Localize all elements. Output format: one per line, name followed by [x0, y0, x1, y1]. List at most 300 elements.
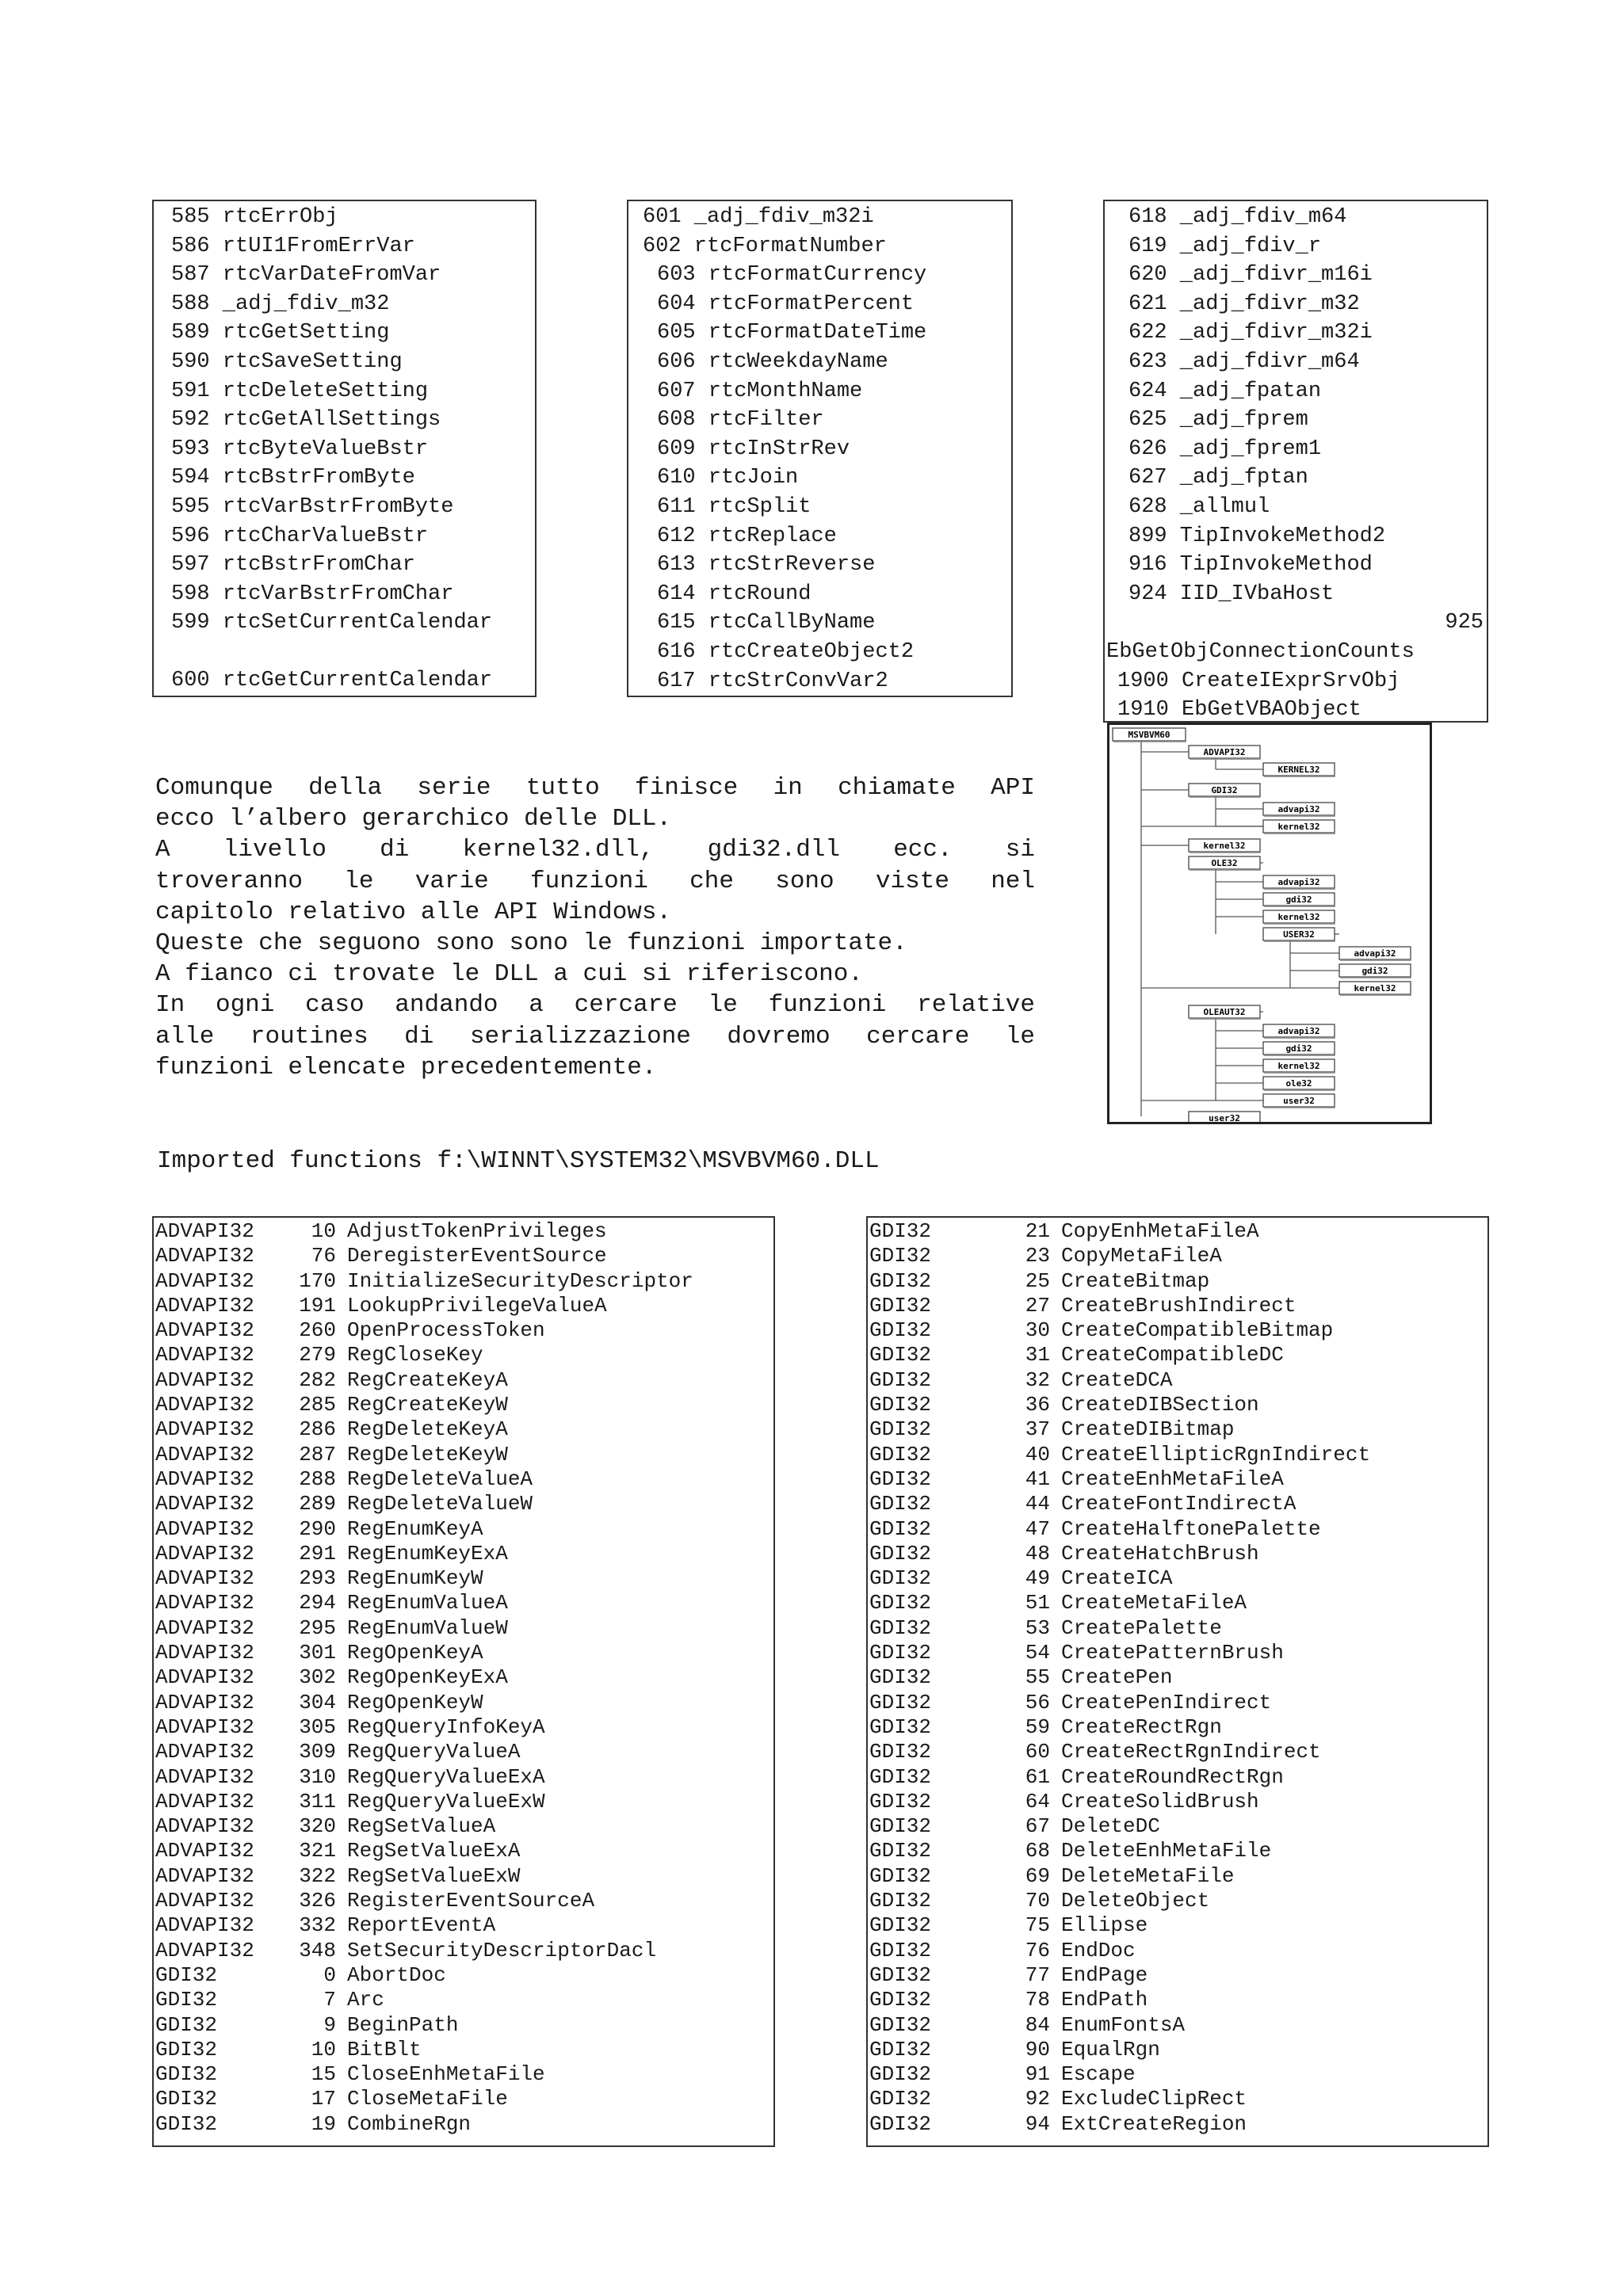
import-row — [868, 1665, 1487, 1690]
tree-node-label: OLE32 — [1211, 858, 1238, 868]
import-dll: ADVAPI32 — [155, 1615, 254, 1640]
ordinal-entry: 598 rtcVarBstrFromChar — [171, 582, 454, 606]
import-dll: GDI32 — [869, 1417, 932, 1442]
import-dll: ADVAPI32 — [155, 1244, 254, 1268]
ordinal-entry: 613 rtcStrReverse — [657, 553, 876, 578]
tree-node — [1263, 1024, 1335, 1039]
import-dll: GDI32 — [155, 1962, 218, 1987]
import-dll: ADVAPI32 — [155, 1641, 254, 1665]
import-row — [868, 1839, 1487, 1863]
ordinal-entry: 605 rtcFormatDateTime — [657, 321, 927, 345]
import-fn: EndDoc — [1061, 1938, 1136, 1962]
import-dll: GDI32 — [155, 2037, 218, 2061]
import-fn: Arc — [347, 1988, 384, 2012]
import-fn: CreateBrushIndirect — [1061, 1293, 1296, 1318]
import-ord: 32 — [1025, 1367, 1050, 1392]
import-dll: GDI32 — [869, 1913, 932, 1938]
import-dll: GDI32 — [869, 1740, 932, 1764]
import-row — [154, 1417, 773, 1442]
tree-node — [1189, 784, 1261, 798]
import-ord: 10 — [311, 1219, 336, 1243]
import-fn: RegDeleteKeyW — [347, 1442, 508, 1466]
import-fn: CreateCompatibleDC — [1061, 1343, 1284, 1367]
import-dll: GDI32 — [869, 1615, 932, 1640]
import-dll: ADVAPI32 — [155, 1393, 254, 1417]
import-row — [154, 1269, 773, 1294]
import-ord: 49 — [1025, 1566, 1050, 1591]
import-ord: 279 — [299, 1343, 336, 1367]
paragraph-line: A fianco ci trovate le DLL a cui si riferiscono. — [155, 960, 863, 989]
ordinal-entry: 619 _adj_fdiv_r — [1128, 234, 1322, 258]
import-fn: CreateEnhMetaFileA — [1061, 1466, 1284, 1491]
import-ord: 48 — [1025, 1541, 1050, 1566]
import-row — [868, 1765, 1487, 1790]
import-dll: GDI32 — [155, 1988, 218, 2012]
tree-node — [1263, 893, 1335, 907]
ordinal-entry: 608 rtcFilter — [657, 408, 824, 433]
import-row — [868, 1492, 1487, 1516]
tree-node-label: kernel32 — [1203, 841, 1246, 851]
import-dll: ADVAPI32 — [155, 1442, 254, 1466]
tree-node-label: advapi32 — [1277, 1026, 1320, 1036]
import-ord: 44 — [1025, 1492, 1050, 1516]
import-fn: BitBlt — [347, 2037, 422, 2061]
import-row — [154, 2087, 773, 2111]
import-fn: DeleteEnhMetaFile — [1061, 1839, 1272, 1863]
tree-node-label: advapi32 — [1277, 804, 1320, 814]
import-dll: GDI32 — [869, 2111, 932, 2136]
import-row — [154, 1542, 773, 1566]
tree-node — [1189, 856, 1261, 871]
import-row — [868, 1393, 1487, 1417]
ordinal-entry: 614 rtcRound — [657, 582, 812, 606]
import-ord: 84 — [1025, 2012, 1050, 2037]
intro-paragraph — [155, 772, 1035, 1083]
import-ord: 191 — [299, 1293, 336, 1318]
import-row — [868, 1889, 1487, 1913]
import-row — [154, 1616, 773, 1641]
import-dll: GDI32 — [869, 1318, 932, 1343]
tree-node-label: ADVAPI32 — [1203, 747, 1246, 757]
import-ord: 90 — [1025, 2037, 1050, 2061]
ordinal-entry: 610 rtcJoin — [657, 466, 799, 490]
import-row — [868, 2038, 1487, 2062]
import-ord: 17 — [311, 2087, 336, 2111]
import-row — [154, 1343, 773, 1367]
import-dll: ADVAPI32 — [155, 1665, 254, 1690]
tree-node-label: GDI32 — [1211, 785, 1238, 795]
ordinal-entry: 627 _adj_fptan — [1128, 466, 1308, 490]
ordinal-entry: 618 _adj_fdiv_m64 — [1128, 205, 1347, 229]
import-fn: CreateBitmap — [1061, 1268, 1210, 1293]
import-fn: CreateDIBitmap — [1061, 1417, 1235, 1442]
import-ord: 64 — [1025, 1789, 1050, 1814]
import-dll: GDI32 — [155, 2111, 218, 2136]
tree-node — [1263, 1077, 1335, 1091]
import-ord: 305 — [299, 1714, 336, 1739]
import-dll: GDI32 — [869, 1889, 932, 1913]
import-row — [868, 1318, 1487, 1343]
import-fn: CreatePalette — [1061, 1615, 1222, 1640]
import-dll: ADVAPI32 — [155, 1318, 254, 1343]
ordinal-entry: 624 _adj_fpatan — [1128, 379, 1322, 403]
import-ord: 51 — [1025, 1591, 1050, 1615]
import-ord: 15 — [311, 2062, 336, 2087]
import-row — [868, 1368, 1487, 1393]
import-dll: GDI32 — [869, 1541, 932, 1566]
tree-node — [1113, 728, 1186, 742]
import-fn: CreateDIBSection — [1061, 1393, 1259, 1417]
import-ord: 37 — [1025, 1417, 1050, 1442]
import-ord: 304 — [299, 1690, 336, 1714]
import-dll: GDI32 — [869, 1863, 932, 1888]
import-ord: 27 — [1025, 1293, 1050, 1318]
import-dll: ADVAPI32 — [155, 1889, 254, 1913]
ordinal-entry: 924 IID_IVbaHost — [1128, 582, 1335, 606]
import-dll: ADVAPI32 — [155, 1268, 254, 1293]
import-dll: ADVAPI32 — [155, 1219, 254, 1243]
ordinal-entry: 586 rtUI1FromErrVar — [171, 234, 415, 258]
ordinal-entry: 626 _adj_fprem1 — [1128, 437, 1322, 461]
import-dll: GDI32 — [869, 1492, 932, 1516]
ordinal-entry: 599 rtcSetCurrentCalendar — [171, 611, 493, 635]
import-ord: 289 — [299, 1492, 336, 1516]
import-ord: 77 — [1025, 1962, 1050, 1987]
import-ord: 294 — [299, 1591, 336, 1615]
import-ord: 301 — [299, 1641, 336, 1665]
import-row — [868, 1566, 1487, 1591]
import-fn: CombineRgn — [347, 2111, 472, 2136]
import-dll: GDI32 — [869, 1367, 932, 1392]
import-row — [154, 2013, 773, 2038]
import-fn: CreateICA — [1061, 1566, 1173, 1591]
import-ord: 91 — [1025, 2062, 1050, 2087]
ordinal-entry: 620 _adj_fdivr_m16i — [1128, 263, 1373, 288]
import-dll: GDI32 — [869, 1690, 932, 1714]
import-fn: CloseMetaFile — [347, 2087, 508, 2111]
ordinal-entry: 1900 CreateIExprSrvObj — [1117, 669, 1400, 693]
import-dll: ADVAPI32 — [155, 1814, 254, 1839]
import-ord: 326 — [299, 1889, 336, 1913]
import-dll: GDI32 — [869, 1268, 932, 1293]
paragraph-line: ecco l’albero gerarchico delle DLL. — [155, 805, 672, 833]
ordinal-entry: 595 rtcVarBstrFromByte — [171, 494, 454, 519]
import-fn: CopyMetaFileA — [1061, 1244, 1222, 1268]
ordinal-box-2 — [627, 200, 1013, 697]
import-row — [868, 1814, 1487, 1839]
import-fn: RegSetValueExW — [347, 1863, 521, 1888]
import-dll: GDI32 — [869, 1714, 932, 1739]
import-row — [868, 2013, 1487, 2038]
import-fn: CreateHalftonePalette — [1061, 1516, 1321, 1541]
import-row — [154, 1765, 773, 1790]
tree-node-label: KERNEL32 — [1277, 765, 1320, 775]
import-dll: GDI32 — [869, 1591, 932, 1615]
dll-dependency-tree — [1107, 723, 1432, 1124]
import-dll: GDI32 — [869, 1789, 932, 1814]
ordinal-entry: 585 rtcErrObj — [171, 205, 338, 229]
import-row — [154, 1988, 773, 2012]
import-fn: CreatePatternBrush — [1061, 1641, 1284, 1665]
tree-node — [1263, 910, 1335, 925]
ordinal-entry: 611 rtcSplit — [657, 494, 812, 519]
import-dll: GDI32 — [869, 1442, 932, 1466]
import-fn: RegEnumKeyA — [347, 1516, 483, 1541]
import-dll: GDI32 — [155, 2062, 218, 2087]
import-dll: GDI32 — [869, 1466, 932, 1491]
import-row — [868, 1616, 1487, 1641]
import-ord: 282 — [299, 1367, 336, 1392]
import-row — [868, 1641, 1487, 1665]
tree-node — [1189, 1005, 1261, 1020]
tree-node-label: kernel32 — [1277, 912, 1320, 922]
import-row — [868, 1691, 1487, 1715]
import-row — [154, 1294, 773, 1318]
import-fn: RegQueryValueExW — [347, 1789, 545, 1814]
ordinal-entry: 594 rtcBstrFromByte — [171, 466, 415, 490]
tree-node — [1189, 839, 1261, 853]
ordinal-entry: 591 rtcDeleteSetting — [171, 379, 429, 403]
import-ord: 293 — [299, 1566, 336, 1591]
import-fn: CreateHatchBrush — [1061, 1541, 1259, 1566]
import-row — [868, 1740, 1487, 1764]
ordinal-entry: 612 rtcReplace — [657, 524, 837, 548]
tree-node-label: gdi32 — [1285, 894, 1312, 905]
ordinal-entry: 587 rtcVarDateFromVar — [171, 263, 441, 288]
tree-node — [1263, 1042, 1335, 1056]
ordinal-entry: 592 rtcGetAllSettings — [171, 408, 441, 433]
import-row — [154, 1393, 773, 1417]
import-ord: 291 — [299, 1541, 336, 1566]
ordinal-box-1 — [152, 200, 537, 697]
tree-node-label: ole32 — [1285, 1078, 1312, 1089]
paragraph-line: In ogni caso andando a cercare le funzioni relative — [155, 991, 1035, 1020]
import-row — [154, 1244, 773, 1268]
ordinal-entry: 590 rtcSaveSetting — [171, 349, 403, 374]
import-row — [154, 1492, 773, 1516]
import-fn: CreatePenIndirect — [1061, 1690, 1272, 1714]
import-dll: GDI32 — [155, 2087, 218, 2111]
import-fn: CreateRoundRectRgn — [1061, 1764, 1284, 1789]
tree-node-label: gdi32 — [1361, 966, 1388, 976]
import-dll: GDI32 — [869, 1988, 932, 2012]
import-ord: 170 — [299, 1268, 336, 1293]
import-fn: RegQueryValueA — [347, 1740, 521, 1764]
import-fn: OpenProcessToken — [347, 1318, 545, 1343]
import-ord: 31 — [1025, 1343, 1050, 1367]
import-fn: Escape — [1061, 2062, 1136, 2087]
tree-node — [1263, 820, 1335, 834]
import-fn: RegEnumValueA — [347, 1591, 508, 1615]
import-row — [154, 1913, 773, 1938]
import-dll: GDI32 — [869, 1641, 932, 1665]
import-row — [154, 1219, 773, 1244]
import-row — [154, 2062, 773, 2087]
import-fn: CreateEllipticRgnIndirect — [1061, 1442, 1371, 1466]
ordinal-entry: 623 _adj_fdivr_m64 — [1128, 349, 1360, 374]
import-ord: 310 — [299, 1764, 336, 1789]
import-row — [868, 1591, 1487, 1615]
import-ord: 285 — [299, 1393, 336, 1417]
import-dll: ADVAPI32 — [155, 1789, 254, 1814]
import-row — [154, 1368, 773, 1393]
import-dll: ADVAPI32 — [155, 1466, 254, 1491]
import-row — [868, 1864, 1487, 1889]
ordinal-entry: 606 rtcWeekdayName — [657, 349, 888, 374]
import-ord: 92 — [1025, 2087, 1050, 2111]
import-dll: ADVAPI32 — [155, 1516, 254, 1541]
import-ord: 287 — [299, 1442, 336, 1466]
tree-node — [1339, 964, 1411, 978]
import-row — [154, 1963, 773, 1988]
import-ord: 25 — [1025, 1268, 1050, 1293]
import-dll: GDI32 — [869, 1665, 932, 1690]
import-ord: 348 — [299, 1938, 336, 1962]
import-dll: GDI32 — [869, 1244, 932, 1268]
import-row — [154, 2112, 773, 2137]
import-fn: CreateCompatibleBitmap — [1061, 1318, 1334, 1343]
import-fn: AbortDoc — [347, 1962, 446, 1987]
ordinal-entry: 615 rtcCallByName — [657, 611, 876, 635]
import-dll: GDI32 — [869, 2012, 932, 2037]
import-ord: 36 — [1025, 1393, 1050, 1417]
import-fn: RegisterEventSourceA — [347, 1889, 595, 1913]
ordinal-entry: 589 rtcGetSetting — [171, 321, 390, 345]
tree-node-label: advapi32 — [1354, 948, 1396, 959]
ordinal-entry: 616 rtcCreateObject2 — [657, 639, 915, 664]
ordinal-entry: 607 rtcMonthName — [657, 379, 863, 403]
ordinal-entry: 600 rtcGetCurrentCalendar — [171, 668, 493, 692]
import-row — [154, 1691, 773, 1715]
import-ord: 21 — [1025, 1219, 1050, 1243]
import-ord: 290 — [299, 1516, 336, 1541]
ordinal-entry: 596 rtcCharValueBstr — [171, 524, 429, 548]
import-row — [154, 1467, 773, 1492]
import-fn: CreateRectRgn — [1061, 1714, 1222, 1739]
import-ord: 23 — [1025, 1244, 1050, 1268]
import-row — [868, 1988, 1487, 2012]
import-dll: GDI32 — [869, 1962, 932, 1987]
import-ord: 76 — [1025, 1938, 1050, 1962]
tree-node-label: gdi32 — [1285, 1043, 1312, 1054]
import-fn: ReportEventA — [347, 1913, 496, 1938]
tree-node — [1263, 928, 1335, 942]
import-fn: RegOpenKeyA — [347, 1641, 483, 1665]
ordinal-entry: 603 rtcFormatCurrency — [657, 263, 927, 288]
import-dll: GDI32 — [869, 1764, 932, 1789]
import-fn: RegEnumValueW — [347, 1615, 508, 1640]
import-dll: ADVAPI32 — [155, 1863, 254, 1888]
import-ord: 55 — [1025, 1665, 1050, 1690]
import-fn: RegQueryValueExA — [347, 1764, 545, 1789]
import-ord: 78 — [1025, 1988, 1050, 2012]
import-dll: GDI32 — [155, 2012, 218, 2037]
import-ord: 40 — [1025, 1442, 1050, 1466]
import-dll: ADVAPI32 — [155, 1690, 254, 1714]
import-row — [154, 1641, 773, 1665]
import-row — [154, 1740, 773, 1764]
import-ord: 332 — [299, 1913, 336, 1938]
tree-node-label: USER32 — [1283, 929, 1315, 940]
import-fn: BeginPath — [347, 2012, 459, 2037]
tree-node-label: MSVBVM60 — [1128, 730, 1170, 740]
import-ord: 94 — [1025, 2111, 1050, 2136]
import-ord: 59 — [1025, 1714, 1050, 1739]
import-row — [868, 1417, 1487, 1442]
ordinal-entry: 1910 EbGetVBAObject — [1117, 698, 1361, 723]
import-dll: GDI32 — [869, 1566, 932, 1591]
import-fn: CloseEnhMetaFile — [347, 2062, 545, 2087]
import-ord: 69 — [1025, 1863, 1050, 1888]
tree-node — [1263, 803, 1335, 817]
import-fn: RegSetValueA — [347, 1814, 496, 1839]
import-dll: ADVAPI32 — [155, 1938, 254, 1962]
paragraph-line: funzioni elencate precedentemente. — [155, 1053, 657, 1081]
import-fn: RegDeleteKeyA — [347, 1417, 508, 1442]
tree-node — [1339, 982, 1411, 996]
tree-node-label: user32 — [1209, 1113, 1240, 1122]
import-row — [154, 1591, 773, 1615]
import-ord: 295 — [299, 1615, 336, 1640]
import-dll: ADVAPI32 — [155, 1839, 254, 1863]
ordinal-entry: 916 TipInvokeMethod — [1128, 553, 1373, 578]
ordinal-entry: 617 rtcStrConvVar2 — [657, 669, 888, 693]
import-ord: 302 — [299, 1665, 336, 1690]
import-fn: CreatePen — [1061, 1665, 1173, 1690]
import-row — [868, 1963, 1487, 1988]
tree-node — [1263, 1094, 1335, 1108]
import-fn: RegSetValueExA — [347, 1839, 521, 1863]
imported-functions-title: Imported functions f:\WINNT\SYSTEM32\MSVBVM60.DLL — [157, 1147, 880, 1175]
ordinal-entry: 621 _adj_fdivr_m32 — [1128, 292, 1360, 316]
import-dll: ADVAPI32 — [155, 1714, 254, 1739]
import-fn: CreateDCA — [1061, 1367, 1173, 1392]
ordinal-entry: 604 rtcFormatPercent — [657, 292, 915, 316]
tree-node-label: OLEAUT32 — [1203, 1007, 1246, 1017]
import-dll: ADVAPI32 — [155, 1740, 254, 1764]
ordinal-entry: 602 rtcFormatNumber — [643, 234, 887, 258]
import-row — [154, 1443, 773, 1467]
import-ord: 321 — [299, 1839, 336, 1863]
import-ord: 0 — [323, 1962, 336, 1987]
import-ord: 19 — [311, 2111, 336, 2136]
import-fn: InitializeSecurityDescriptor — [347, 1268, 693, 1293]
tree-node — [1263, 1059, 1335, 1074]
import-ord: 61 — [1025, 1764, 1050, 1789]
import-ord: 260 — [299, 1318, 336, 1343]
import-dll: ADVAPI32 — [155, 1293, 254, 1318]
import-fn: RegDeleteValueA — [347, 1466, 533, 1491]
import-fn: AdjustTokenPrivileges — [347, 1219, 607, 1243]
import-dll: ADVAPI32 — [155, 1541, 254, 1566]
import-fn: CreateFontIndirectA — [1061, 1492, 1296, 1516]
import-dll: GDI32 — [869, 1516, 932, 1541]
import-ord: 56 — [1025, 1690, 1050, 1714]
import-row — [868, 1790, 1487, 1814]
import-ord: 47 — [1025, 1516, 1050, 1541]
import-row — [154, 1566, 773, 1591]
import-fn: RegOpenKeyW — [347, 1690, 483, 1714]
ordinal-entry: 593 rtcByteValueBstr — [171, 437, 429, 461]
import-dll: GDI32 — [869, 1839, 932, 1863]
import-ord: 53 — [1025, 1615, 1050, 1640]
tree-node-label: kernel32 — [1277, 1061, 1320, 1071]
import-row — [868, 1913, 1487, 1938]
import-dll: ADVAPI32 — [155, 1417, 254, 1442]
import-row — [154, 1839, 773, 1863]
import-fn: LookupPrivilegeValueA — [347, 1293, 607, 1318]
ordinal-entry: EbGetObjConnectionCounts — [1106, 639, 1415, 664]
